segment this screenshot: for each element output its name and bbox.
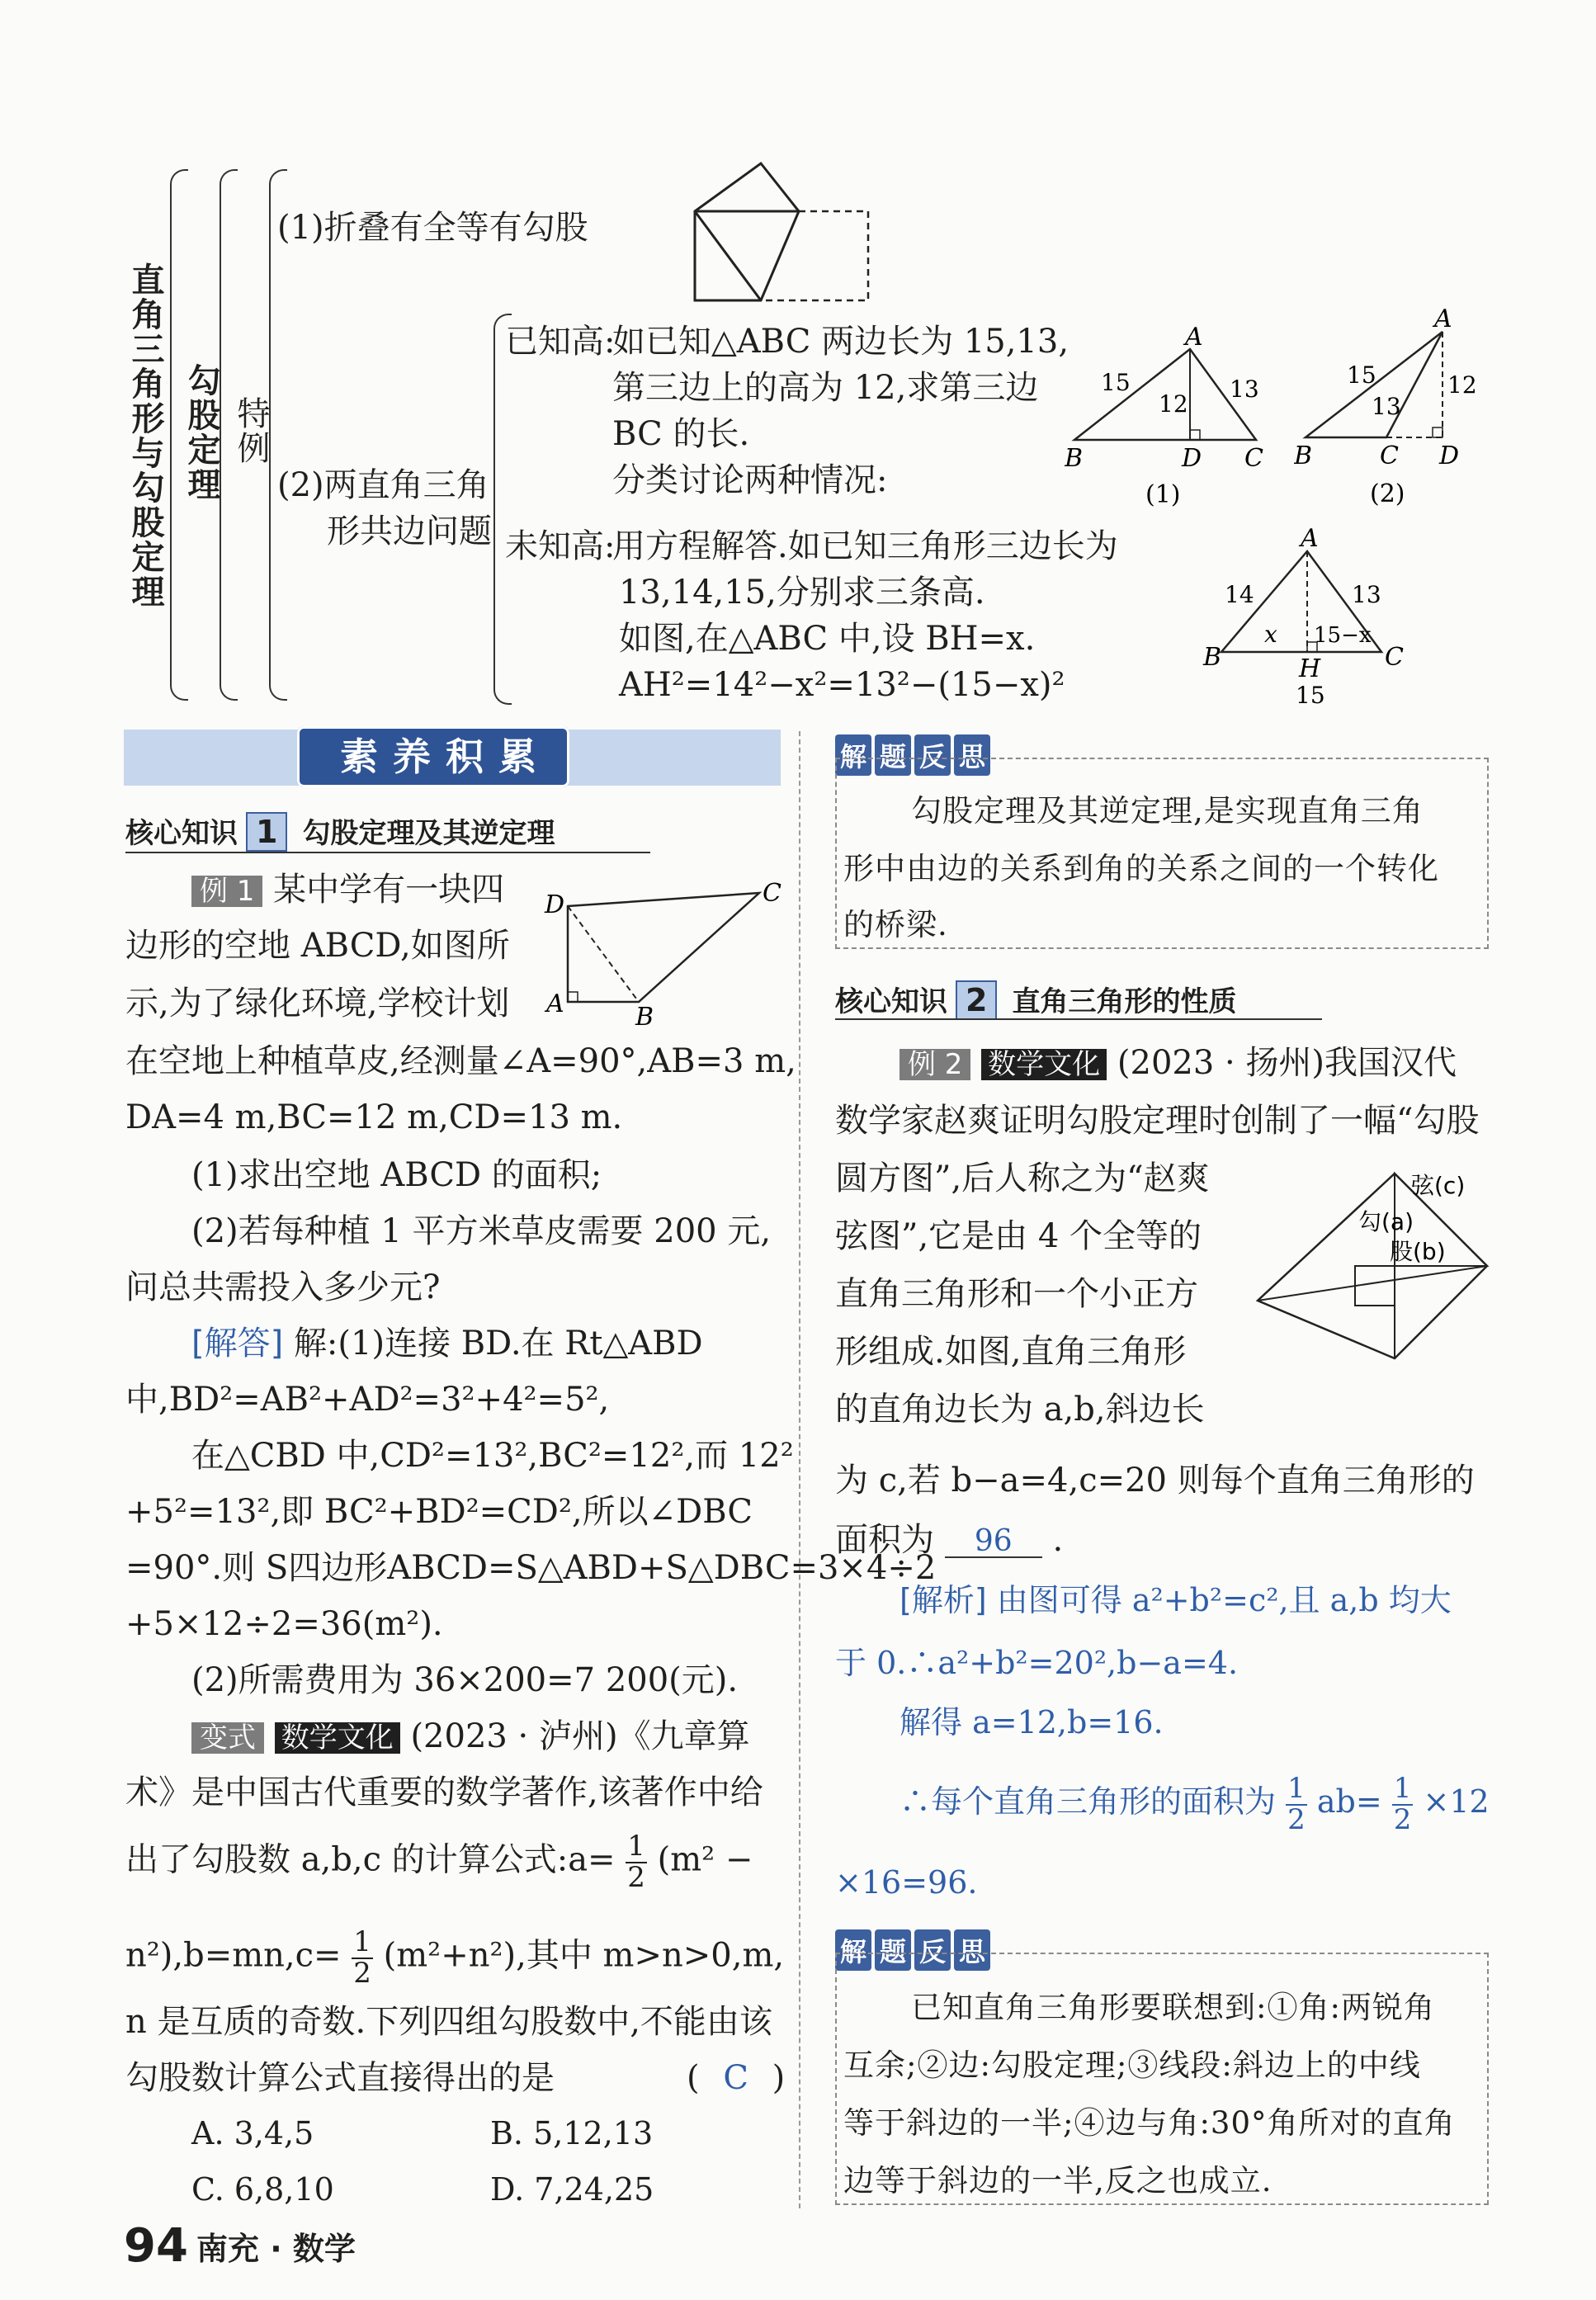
example2-line1: [900, 1046, 1457, 1080]
reflect2-char-4: 思: [954, 1929, 990, 1971]
k1-num: 1: [246, 812, 287, 852]
k2-label: 核心知识: [835, 985, 947, 1018]
known-height-line2: 第三边上的高为 12,求第三边: [612, 369, 1039, 407]
reflect2-char-2: 题: [875, 1929, 911, 1971]
analysis-frac2-den: 2: [1393, 1802, 1412, 1836]
fig2-height12: 12: [1447, 371, 1477, 399]
triangle-figure-1: [1065, 326, 1279, 512]
reflect2-char-3: 反: [914, 1929, 951, 1971]
fold-figure: [690, 157, 880, 305]
example2-text5: 直角三角形和一个小正方: [835, 1275, 1198, 1313]
fig3-x: x: [1264, 621, 1277, 648]
reflect1-line2: 形中由边的关系到角的关系之间的一个转化: [843, 851, 1439, 886]
option-c: C. 6,8,10: [191, 2171, 334, 2208]
solution-line3: 在△CBD 中,CD²=13²,BC²=12²,而 12²: [191, 1437, 794, 1475]
reflect2-line2: 互余;②边:勾股定理;③线段:斜边上的中线: [843, 2047, 1421, 2083]
fig2-caption: (2): [1370, 479, 1405, 508]
analysis-frac1-num: 1: [1287, 1772, 1306, 1805]
fig2-D: D: [1439, 442, 1460, 470]
variant-line1: [191, 1717, 750, 1755]
fig3-B: B: [1203, 643, 1222, 672]
variant-fraction1: [626, 1832, 647, 1892]
k1-title: 勾股定理及其逆定理: [302, 817, 555, 850]
fig1-height12: 12: [1159, 390, 1188, 418]
fig2-A: A: [1434, 305, 1452, 333]
fig1-D: D: [1182, 444, 1202, 473]
analysis-line2: 于 0.∴a²+b²=20²,b−a=4.: [835, 1645, 1239, 1681]
example1-text5: DA=4 m,BC=12 m,CD=13 m.: [125, 1098, 623, 1136]
example2-text3: 圆方图”,后人称之为“赵爽: [835, 1159, 1210, 1197]
reflect1-char-3: 反: [914, 734, 951, 776]
solution-line5: =90°.则 S四边形ABCD=S△ABD+S△DBC=3×4÷2: [125, 1549, 937, 1587]
diagram-label-gou: 勾(a): [1358, 1208, 1414, 1235]
variant-line5: n 是互质的奇数.下列四组勾股数中,不能由该: [125, 2003, 772, 2041]
variant-frac1-num: 1: [627, 1830, 645, 1863]
bracket-level3: [269, 169, 287, 701]
k2-underline: [835, 1018, 1322, 1020]
zhao-shuang-diagram: [1246, 1164, 1494, 1403]
variant-text4a: n²),b=mn,c=: [125, 1936, 342, 1975]
answer-value: C: [723, 2059, 748, 2097]
question1: (1)求出空地 ABCD 的面积;: [191, 1156, 602, 1194]
fig3-rest: 15−x: [1314, 623, 1372, 648]
option-b: B. 5,12,13: [490, 2115, 654, 2151]
variant-line4: [125, 1925, 785, 1990]
solution-line1: [191, 1325, 703, 1363]
variant-answer: [687, 2061, 785, 2095]
section-title: 素养积累: [340, 734, 551, 779]
analysis-line5: ×16=96.: [835, 1864, 978, 1901]
example2-text9b: .: [1052, 1521, 1064, 1559]
fig3-A: A: [1301, 524, 1319, 553]
question2: (2)若每种植 1 平方米草皮需要 200 元,: [191, 1212, 772, 1250]
example1-text1: 某中学有一块四: [273, 871, 505, 909]
k2-heading: [835, 979, 1236, 1020]
fig1-A: A: [1185, 326, 1203, 352]
example2-text9a: 面积为: [835, 1521, 934, 1559]
example1-text2: 边形的空地 ABCD,如图所: [125, 927, 510, 965]
solution-line7: (2)所需费用为 36×200=7 200(元).: [191, 1661, 739, 1699]
example2-text7: 的直角边长为 a,b,斜边长: [835, 1391, 1205, 1429]
solution-line6: +5×12÷2=36(m²).: [125, 1605, 443, 1643]
analysis-fraction2: [1392, 1774, 1414, 1835]
quad-C: C: [763, 879, 781, 908]
known-height-line4: 分类讨论两种情况:: [612, 461, 888, 499]
example2-text6: 形组成.如图,直角三角形: [835, 1333, 1187, 1371]
variant-frac2-num: 1: [353, 1925, 371, 1958]
fig2-B: B: [1294, 442, 1313, 470]
example2-text2: 数学家赵爽证明勾股定理时创制了一幅“勾股: [835, 1102, 1480, 1140]
analysis-tag: [解析]: [900, 1582, 987, 1618]
variant-text3a: 出了勾股数 a,b,c 的计算公式:a=: [125, 1840, 616, 1879]
answer-paren-left: (: [687, 2059, 700, 2097]
reflect2-line1: 已知直角三角形要联想到:①角:两锐角: [911, 1990, 1435, 2025]
variant-text1: (2023 · 泸州)《九章算: [410, 1717, 750, 1755]
unknown-height-line2: 13,14,15,分别求三条高.: [619, 574, 985, 612]
unknown-height-line1: 用方程解答.如已知三角形三边长为: [612, 527, 1118, 565]
book-title: 南充 · 数学: [196, 2231, 356, 2267]
unknown-height-line3: 如图,在△ABC 中,设 BH=x.: [619, 620, 1036, 658]
reflect2-char-1: 解: [835, 1929, 871, 1971]
fig3-H: H: [1299, 654, 1321, 683]
analysis-line3: 解得 a=12,b=16.: [900, 1704, 1164, 1740]
triangle-figure-3: [1198, 520, 1413, 710]
variant-text3b: (m² −: [657, 1840, 753, 1879]
fig3-side13: 13: [1352, 581, 1381, 608]
solution-line2: 中,BD²=AB²+AD²=3²+4²=5²,: [125, 1381, 610, 1419]
reflect1-char-4: 思: [954, 734, 990, 776]
page-number: 94: [124, 2219, 188, 2273]
quad-A: A: [546, 989, 564, 1018]
diagram-label-gu: 股(b): [1390, 1238, 1446, 1265]
reflect1-line1: 勾股定理及其逆定理,是实现直角三角: [911, 793, 1424, 829]
mindmap-level2: 勾股定理: [182, 363, 220, 502]
quad-D: D: [545, 890, 565, 919]
example1-tag: 例 1: [191, 876, 262, 907]
fig3-C: C: [1385, 643, 1404, 672]
analysis-text4a: ∴每个直角三角形的面积为: [900, 1783, 1277, 1821]
k1-example-line1: [191, 873, 504, 907]
example2-line9: [835, 1523, 1063, 1558]
solution-text1: 解:(1)连接 BD.在 Rt△ABD: [293, 1325, 703, 1363]
example2-tag: 例 2: [900, 1049, 970, 1080]
mindmap-item2-line1: (2)两直角三角: [277, 466, 489, 504]
variant-culture-tag: 数学文化: [275, 1722, 400, 1754]
example1-text3: 示,为了绿化环境,学校计划: [125, 985, 510, 1022]
example2-text8: 为 c,若 b−a=4,c=20 则每个直角三角形的: [835, 1462, 1475, 1499]
variant-line3: [125, 1832, 753, 1892]
variant-frac2-den: 2: [353, 1956, 371, 1990]
analysis-text4b: ab=: [1316, 1783, 1382, 1821]
variant-line6: 勾股数计算公式直接得出的是: [125, 2059, 555, 2097]
mindmap-level3: 特例: [232, 396, 270, 465]
variant-tag: 变式: [191, 1722, 264, 1754]
example2-answer: 96: [945, 1527, 1042, 1558]
fig2-C: C: [1380, 442, 1399, 470]
answer-paren-right: ): [772, 2059, 786, 2097]
mindmap-item1: (1)折叠有全等有勾股: [277, 209, 588, 247]
question2-cont: 问总共需投入多少元?: [125, 1268, 441, 1306]
option-a: A. 3,4,5: [191, 2115, 314, 2151]
reflect1-char-2: 题: [875, 734, 911, 776]
fig1-B: B: [1065, 444, 1084, 473]
k1-underline: [125, 852, 650, 853]
k1-heading: [125, 810, 555, 852]
analysis-frac1-den: 2: [1287, 1802, 1306, 1836]
fig1-C: C: [1244, 444, 1263, 473]
fig1-side15: 15: [1101, 369, 1131, 396]
analysis-line4: [900, 1774, 1490, 1835]
variant-fraction2: [352, 1925, 373, 1990]
known-height-label: 已知高:: [505, 323, 616, 361]
example2-text4: 弦图”,它是由 4 个全等的: [835, 1217, 1202, 1255]
solution-tag: [解答]: [191, 1325, 284, 1363]
fig2-side15: 15: [1347, 361, 1376, 389]
quadrilateral-figure: [541, 876, 789, 1025]
fig3-side14: 14: [1225, 581, 1254, 608]
analysis-text4c: ×12: [1423, 1783, 1490, 1821]
column-divider: [799, 731, 800, 2208]
fig2-side13: 13: [1372, 393, 1401, 420]
diagram-label-xian: 弦(c): [1411, 1172, 1466, 1199]
variant-line2: 术》是中国古代重要的数学著作,该著作中给: [125, 1773, 763, 1811]
known-height-line3: BC 的长.: [612, 415, 750, 453]
reflect1-char-1: 解: [835, 734, 871, 776]
variant-text4b: (m²+n²),其中 m>n>0,m,: [383, 1936, 785, 1975]
k1-label: 核心知识: [125, 817, 238, 850]
example2-culture-tag: 数学文化: [981, 1049, 1107, 1080]
analysis-frac2-num: 1: [1393, 1772, 1412, 1805]
known-height-line1: 如已知△ABC 两边长为 15,13,: [612, 323, 1070, 361]
fig3-base: 15: [1296, 682, 1325, 709]
solution-line4: +5²=13²,即 BC²+BD²=CD²,所以∠DBC: [125, 1493, 753, 1531]
mindmap-item2-line2: 形共边问题: [327, 512, 492, 550]
mindmap-root: 直角三角形与勾股定理: [126, 262, 164, 609]
analysis-text1: 由图可得 a²+b²=c²,且 a,b 均大: [996, 1582, 1452, 1618]
k2-title: 直角三角形的性质: [1012, 985, 1237, 1018]
triangle-figure-2: [1294, 304, 1484, 510]
variant-frac1-den: 2: [627, 1860, 645, 1894]
k2-num: 2: [956, 980, 997, 1020]
reflect2-line4: 边等于斜边的一半,反之也成立.: [843, 2163, 1273, 2198]
reflect2-line3: 等于斜边的一半;④边与角:30°角所对的直角: [843, 2105, 1456, 2141]
quad-B: B: [635, 1003, 654, 1025]
unknown-height-label: 未知高:: [505, 527, 616, 565]
analysis-line1: [900, 1584, 1452, 1616]
option-d: D. 7,24,25: [490, 2171, 654, 2208]
unknown-height-line4: AH²=14²−x²=13²−(15−x)²: [619, 666, 1065, 704]
reflect1-line3: 的桥梁.: [843, 907, 948, 942]
example1-text4: 在空地上种植草皮,经测量∠A=90°,AB=3 m,: [125, 1042, 796, 1080]
fig1-caption: (1): [1145, 480, 1181, 509]
bracket-level4: [493, 314, 512, 705]
example2-text1: (2023 · 扬州)我国汉代: [1117, 1044, 1457, 1082]
fig1-side13: 13: [1230, 375, 1259, 403]
analysis-fraction1: [1286, 1774, 1307, 1835]
